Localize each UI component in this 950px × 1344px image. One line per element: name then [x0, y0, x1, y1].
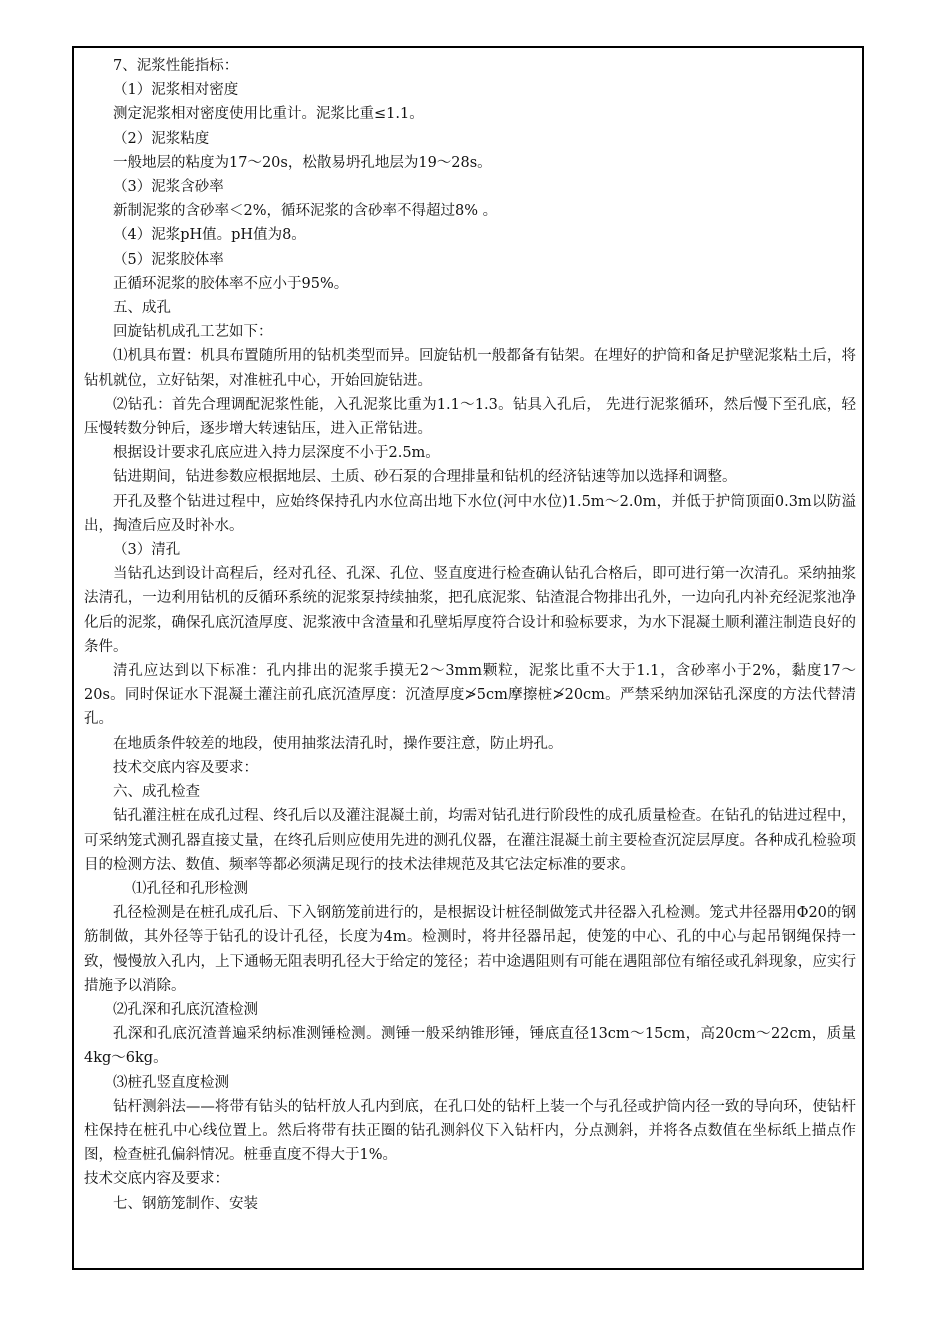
- paragraph: 技术交底内容及要求：: [113, 759, 258, 776]
- paragraph: 六、成孔检查: [113, 784, 200, 801]
- paragraph: 根据设计要求孔底应进入持力层深度不小于2.5m。: [113, 445, 440, 462]
- paragraph: （1）泥浆相对密度: [113, 82, 239, 99]
- paragraph: 五、成孔: [113, 300, 171, 317]
- paragraph: 技术交底内容及要求：: [84, 1171, 229, 1188]
- paragraph: 7、泥浆性能指标：: [113, 58, 239, 74]
- paragraph: 当钻孔达到设计高程后，经对孔径、孔深、孔位、竖直度进行检查确认钻孔合格后，即可进行第一次清孔。采纳抽浆法清孔，一边利用钻机的反循环系统的泥浆泵持续抽浆，把孔底泥浆、钻渣混合物排出孔外，一边向孔内补充经泥浆池净化后的泥浆，确保孔底沉渣厚度、泥浆液中含渣量和孔壁垢厚度符合设计和验标要求，为水下混凝土顺利灌注制造良好的条件。: [84, 566, 856, 655]
- paragraph: （4）泥浆pH值。pH值为8。: [113, 227, 306, 244]
- paragraph: ⑴机具布置：机具布置随所用的钻机类型而异。回旋钻机一般都备有钻架。在埋好的护筒和备足护壁泥浆粘土后，将钻机就位，立好钻架，对准桩孔中心，开始回旋钻进。: [84, 348, 856, 389]
- paragraph: 在地质条件较差的地段，使用抽浆法清孔时，操作要注意，防止坍孔。: [113, 735, 563, 752]
- document-body: [84, 54, 856, 1216]
- paragraph: 一般地层的粘度为17～20s，松散易坍孔地层为19～28s。: [113, 154, 492, 171]
- paragraph: ⑴孔径和孔形检测: [132, 880, 248, 897]
- paragraph: 钻杆测斜法——将带有钻头的钻杆放人孔内到底，在孔口处的钻杆上装一个与孔径或护筒内径一致的导向环，使钻杆柱保持在桩孔中心线位置上。然后将带有扶正圈的钻孔测斜仪下入钻杆内，分点测斜，并将各点数值在坐标纸上描点作图，检查桩孔偏斜情况。桩垂直度不得大于1%。: [84, 1098, 856, 1164]
- paragraph: （5）泥浆胶体率: [113, 251, 224, 268]
- paragraph: 回旋钻机成孔工艺如下：: [113, 324, 273, 341]
- paragraph: ⑵钻孔：首先合理调配泥浆性能，入孔泥浆比重为1.1～1.3。钻具入孔后， 先进行泥浆循环，然后慢下至孔底，轻压慢转数分钟后，逐步增大转速钻压，进入正常钻进。: [84, 396, 856, 438]
- paragraph: 钻进期间，钻进参数应根据地层、土质、砂石泵的合理排量和钻机的经济钻速等加以选择和调整。: [113, 469, 737, 486]
- paragraph: 新制泥浆的含砂率＜2%，循环泥浆的含砂率不得超过8% 。: [113, 203, 498, 220]
- paragraph: （3）泥浆含砂率: [113, 179, 224, 196]
- paragraph: （2）泥浆粘度: [113, 130, 210, 147]
- paragraph: ⑵孔深和孔底沉渣检测: [113, 1001, 258, 1018]
- paragraph: （3）清孔: [113, 542, 181, 559]
- paragraph: 七、钢筋笼制作、安装: [113, 1195, 258, 1212]
- paragraph: 开孔及整个钻进过程中，应始终保持孔内水位高出地下水位(河中水位)1.5m～2.0m，并低于护筒顶面0.3m以防溢出，掏渣后应及时补水。: [84, 493, 856, 534]
- paragraph: 清孔应达到以下标准：孔内排出的泥浆手摸无2～3mm颗粒，泥浆比重不大于1.1，含砂率小于2%，黏度17～20s。同时保证水下混凝土灌注前孔底沉渣厚度：沉渣厚度≯5cm摩擦桩≯20cm。严禁采纳加深钻孔深度的方法代替清孔。: [84, 663, 856, 728]
- paragraph: 孔径检测是在桩孔成孔后、下入钢筋笼前进行的，是根据设计桩径制做笼式井径器入孔检测。笼式井径器用Φ20的钢筋制做，其外径等于钻孔的设计孔径，长度为4m。检测时，将井径器吊起，使笼的中心、孔的中心与起吊钢绳保持一致，慢慢放入孔内，上下通畅无阻表明孔径大于给定的笼径；若中途遇阻则有可能在遇阻部位有缩径或孔斜现象，应实行措施予以消除。: [84, 905, 856, 994]
- paragraph: ⑶桩孔竖直度检测: [113, 1074, 229, 1091]
- paragraph: 钻孔灌注桩在成孔过程、终孔后以及灌注混凝土前，均需对钻孔进行阶段性的成孔质量检查。在钻孔的钻进过程中，可采纳笼式测孔器直接丈量，在终孔后则应使用先进的测孔仪器，在灌注混凝土前主要检查沉淀层厚度。各种成孔检验项目的检测方法、数值、频率等都必须满足现行的技术法律规范及其它法定标准的要求。: [84, 808, 856, 873]
- paragraph: 正循环泥浆的胶体率不应小于95%。: [113, 275, 349, 292]
- paragraph: 测定泥浆相对密度使用比重计。泥浆比重≤1.1。: [113, 106, 424, 123]
- paragraph: 孔深和孔底沉渣普遍采纳标准测锤检测。测锤一般采纳锥形锤，锤底直径13cm～15cm，高20cm～22cm，质量4kg～6kg。: [84, 1026, 856, 1067]
